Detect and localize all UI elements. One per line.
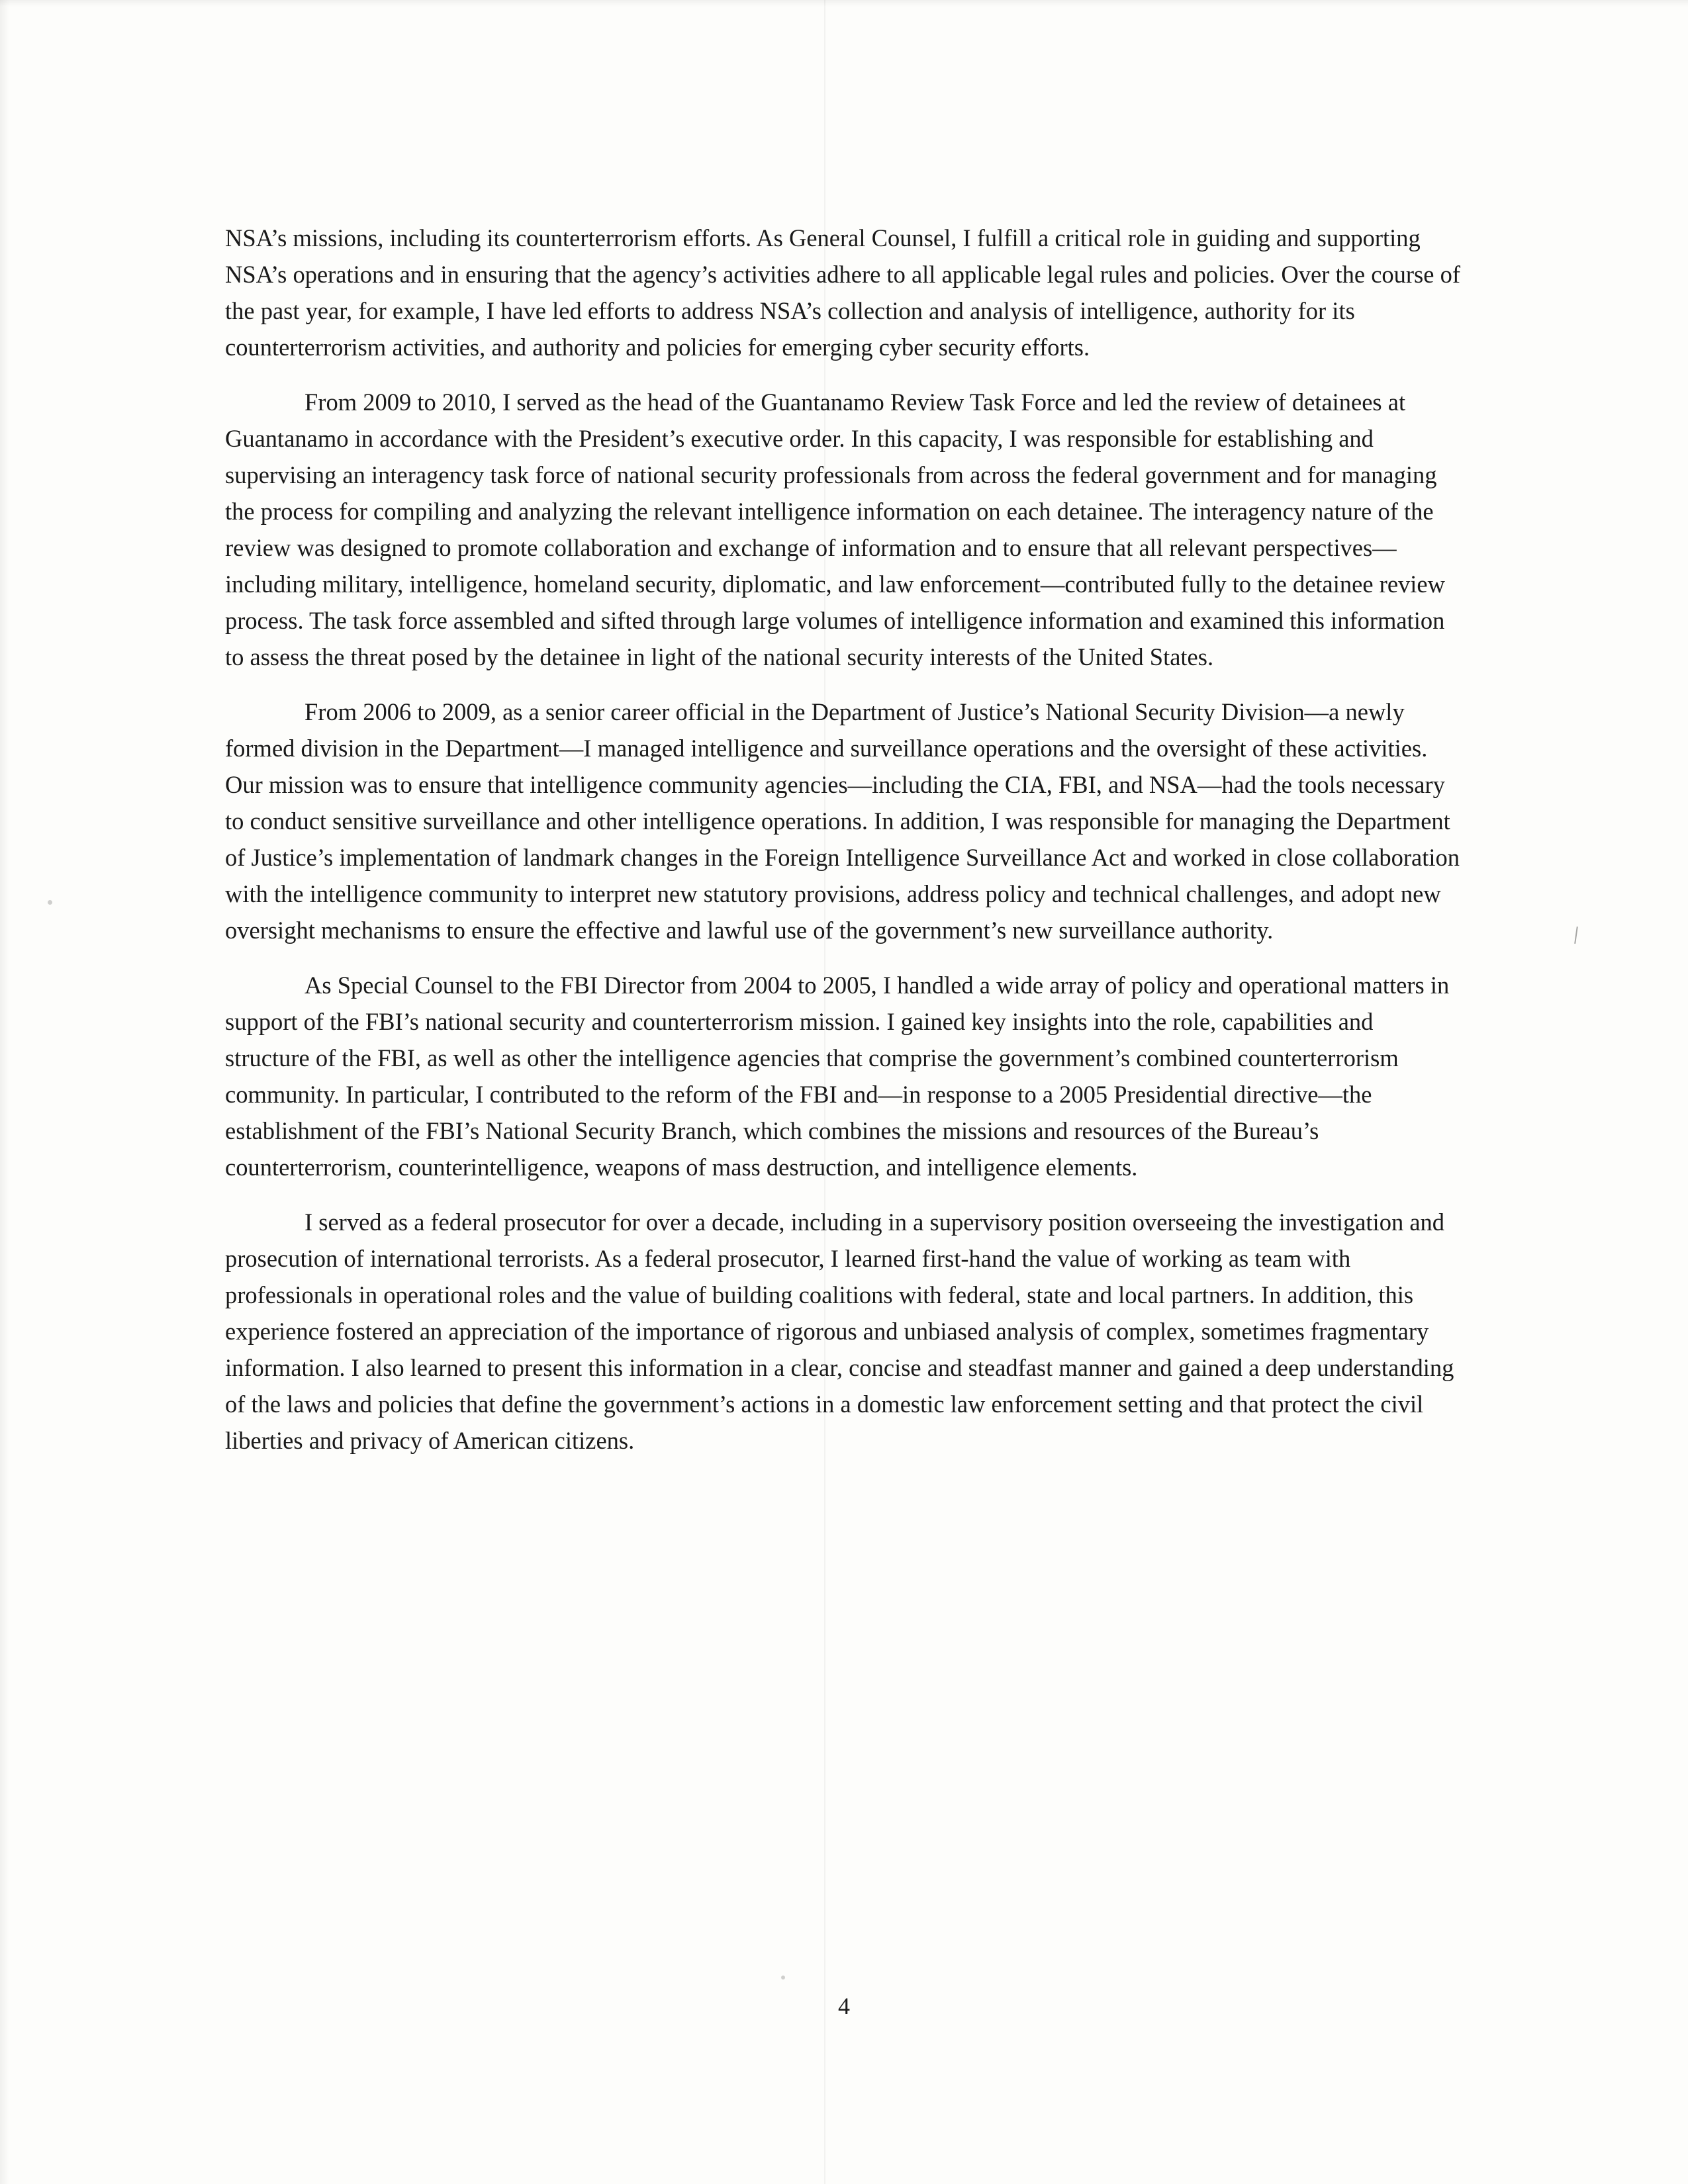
paragraph-fbi-special-counsel: As Special Counsel to the FBI Director from 2004 to 2005, I handled a wide array of policy and operational matters in support of the FBI’s national security and counterterrorism mission. I gained key insights into the role, capabilities and structure of the FBI, as well as other the intelligence agencies that comprise the government’s combined counterterrorism community. In particular, I contributed to the reform of the FBI and—in response to a 2005 Presidential directive—the establishment of the FBI’s National Security Branch, which combines the missions and resources of the Bureau’s counterterrorism, counterintelligence, weapons of mass destruction, and intelligence elements. [225, 972, 1450, 1181]
scan-speck [781, 1976, 785, 1979]
paragraph-continued: NSA’s missions, including its counterterrorism efforts. As General Counsel, I fulfill a critical role in guiding and supporting NSA’s operations and in ensuring that the agency’s activities adhere to all applicable legal rules and policies. Over the course of the past year, for example, I have led efforts to address NSA’s collection and analysis of intelligence, authority for its counterterrorism activities, and authority and policies for emerging cyber security efforts. [225, 224, 1460, 361]
document-body [225, 220, 1463, 1477]
scan-edge-shadow-top [0, 0, 1688, 7]
scan-speck [48, 900, 52, 905]
paragraph-federal-prosecutor: I served as a federal prosecutor for over a decade, including in a supervisory position overseeing the investigation and prosecution of international terrorists. As a federal prosecutor, I learned first-hand the value of working as team with professionals in operational roles and the value of building coalitions with federal, state and local partners. In addition, this experience fostered an appreciation of the importance of rigorous and unbiased analysis of complex, sometimes fragmentary information. I also learned to present this information in a clear, concise and steadfast manner and gained a deep understanding of the laws and policies that define the government’s actions in a domestic law enforcement setting and that protect the civil liberties and privacy of American citizens. [225, 1208, 1454, 1454]
scan-pen-mark [1574, 927, 1578, 944]
paragraph-guantanamo: From 2009 to 2010, I served as the head of the Guantanamo Review Task Force and led the review of detainees at Guantanamo in accordance with the President’s executive order. In this capacity, I was responsible for establishing and supervising an interagency task force of national security professionals from across the federal government and for managing the process for compiling and analyzing the relevant intelligence information on each detainee. The interagency nature of the review was designed to promote collaboration and exchange of information and to ensure that all relevant perspectives—including military, intelligence, homeland security, diplomatic, and law enforcement—contributed fully to the detainee review process. The task force assembled and sifted through large volumes of intelligence information and examined this information to assess the threat posed by the detainee in light of the national security interests of the United States. [225, 388, 1445, 670]
page-number: 4 [838, 1993, 850, 2019]
scan-edge-shadow-left [0, 0, 9, 2184]
paragraph-doj-nsd: From 2006 to 2009, as a senior career official in the Department of Justice’s National Security Division—a newly formed division in the Department—I managed intelligence and surveillance operations and the oversight of these activities. Our mission was to ensure that intelligence community agencies—including the CIA, FBI, and NSA—had the tools necessary to conduct sensitive surveillance and other intelligence operations. In addition, I was responsible for managing the Department of Justice’s implementation of landmark changes in the Foreign Intelligence Surveillance Act and worked in close collaboration with the intelligence community to interpret new statutory provisions, address policy and technical challenges, and adopt new oversight mechanisms to ensure the effective and lawful use of the government’s new surveillance authority. [225, 698, 1460, 944]
